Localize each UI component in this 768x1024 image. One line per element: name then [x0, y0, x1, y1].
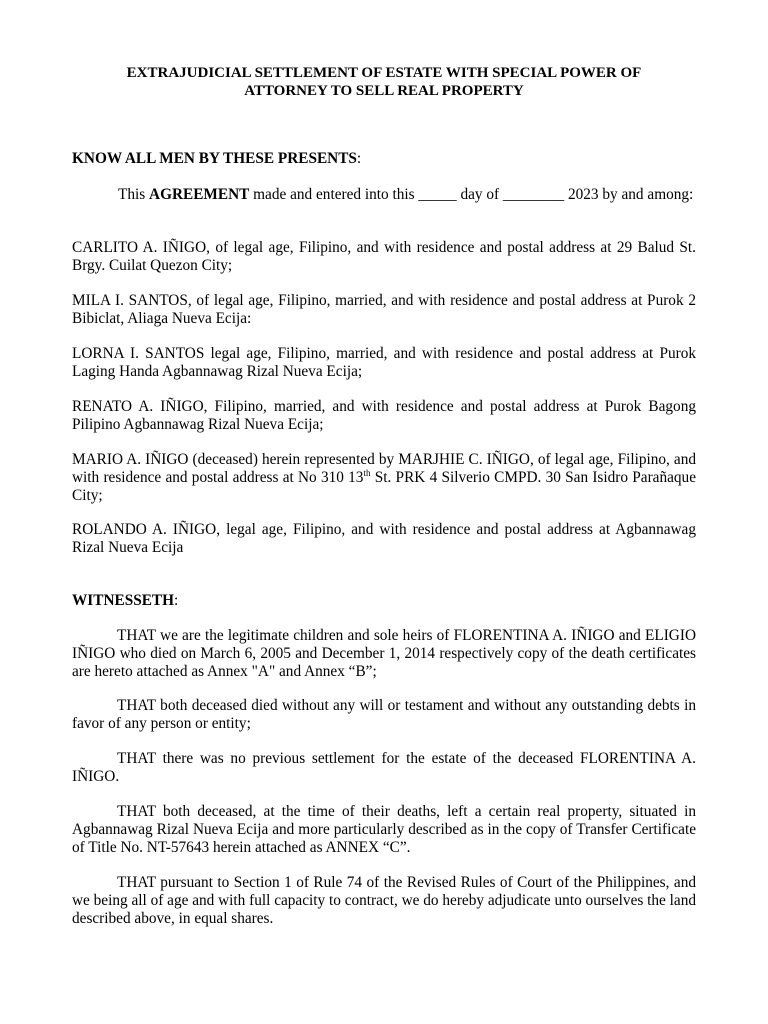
party-mario-pre: MARIO A. IÑIGO (deceased) herein represented by MARJHIE C. IÑIGO, of legal age, Filipino, and with residence and postal address at No 310 13	[72, 451, 696, 486]
witnesseth-heading	[72, 592, 696, 610]
agreement-post: made and entered into this _____ day of ________ 2023 by and among:	[249, 186, 694, 203]
know-all-men-text: KNOW ALL MEN BY THESE PRESENTS	[72, 150, 357, 167]
document-title	[60, 64, 708, 100]
witnesseth-text: WITNESSETH	[72, 592, 175, 609]
party-mario-post: St. PRK 4 Silverio CMPD. 30 San Isidro Parañaque City;	[72, 469, 696, 504]
party-rolando: ROLANDO A. IÑIGO, legal age, Filipino, and with residence and postal address at Agbannawag Rizal Nueva Ecija	[72, 521, 696, 556]
party-carlito: CARLITO A. IÑIGO, of legal age, Filipino, and with residence and postal address at 29 Balud St. Brgy. Cuilat Quezon City;	[72, 239, 696, 274]
clause-heirs: THAT we are the legitimate children and sole heirs of FLORENTINA A. IÑIGO and ELIGIO IÑIGO who died on March 6, 2005 and December 1, 2014 respectively copy of the death certificates are hereto attached as Annex "A" and Annex “B”;	[72, 627, 696, 680]
party-mila: MILA I. SANTOS, of legal age, Filipino, married, and with residence and postal address at Purok 2 Bibiclat, Aliaga Nueva Ecija:	[72, 292, 696, 327]
agreement-word: AGREEMENT	[149, 186, 250, 203]
party-lorna: LORNA I. SANTOS legal age, Filipino, married, and with residence and postal address at Purok Laging Handa Agbannawag Rizal Nueva Ecija;	[72, 345, 696, 380]
clause-real-property: THAT both deceased, at the time of their deaths, left a certain real property, situated in Agbannawag Rizal Nueva Ecija and more particularly described as in the copy of Transfer Certificate of Title No. NT-57643 herein attached as ANNEX “C”.	[72, 803, 696, 856]
clause-no-settlement: THAT there was no previous settlement for the estate of the deceased FLORENTINA A. IÑIGO.	[72, 750, 696, 785]
party-mario	[72, 451, 696, 505]
party-renato: RENATO A. IÑIGO, Filipino, married, and with residence and postal address at Purok Bagong Pilipino Agbannawag Rizal Nueva Ecija;	[72, 398, 696, 433]
title-line-1: EXTRAJUDICIAL SETTLEMENT OF ESTATE WITH SPECIAL POWER OF	[126, 65, 642, 81]
title-line-2: ATTORNEY TO SELL REAL PROPERTY	[244, 83, 524, 99]
know-all-men-heading	[72, 150, 696, 168]
clause-adjudication: THAT pursuant to Section 1 of Rule 74 of the Revised Rules of Court of the Philippines, and we being all of age and with full capacity to contract, we do hereby adjudicate unto ourselves the land described above, in equal shares.	[72, 874, 696, 927]
agreement-pre: This	[118, 186, 150, 203]
clause-no-will: THAT both deceased died without any will or testament and without any outstanding debts in favor of any person or entity;	[72, 697, 696, 732]
know-all-men-colon: :	[356, 150, 362, 167]
agreement-paragraph	[72, 186, 696, 204]
witnesseth-colon: :	[174, 592, 179, 609]
party-mario-sup: th	[363, 467, 371, 478]
